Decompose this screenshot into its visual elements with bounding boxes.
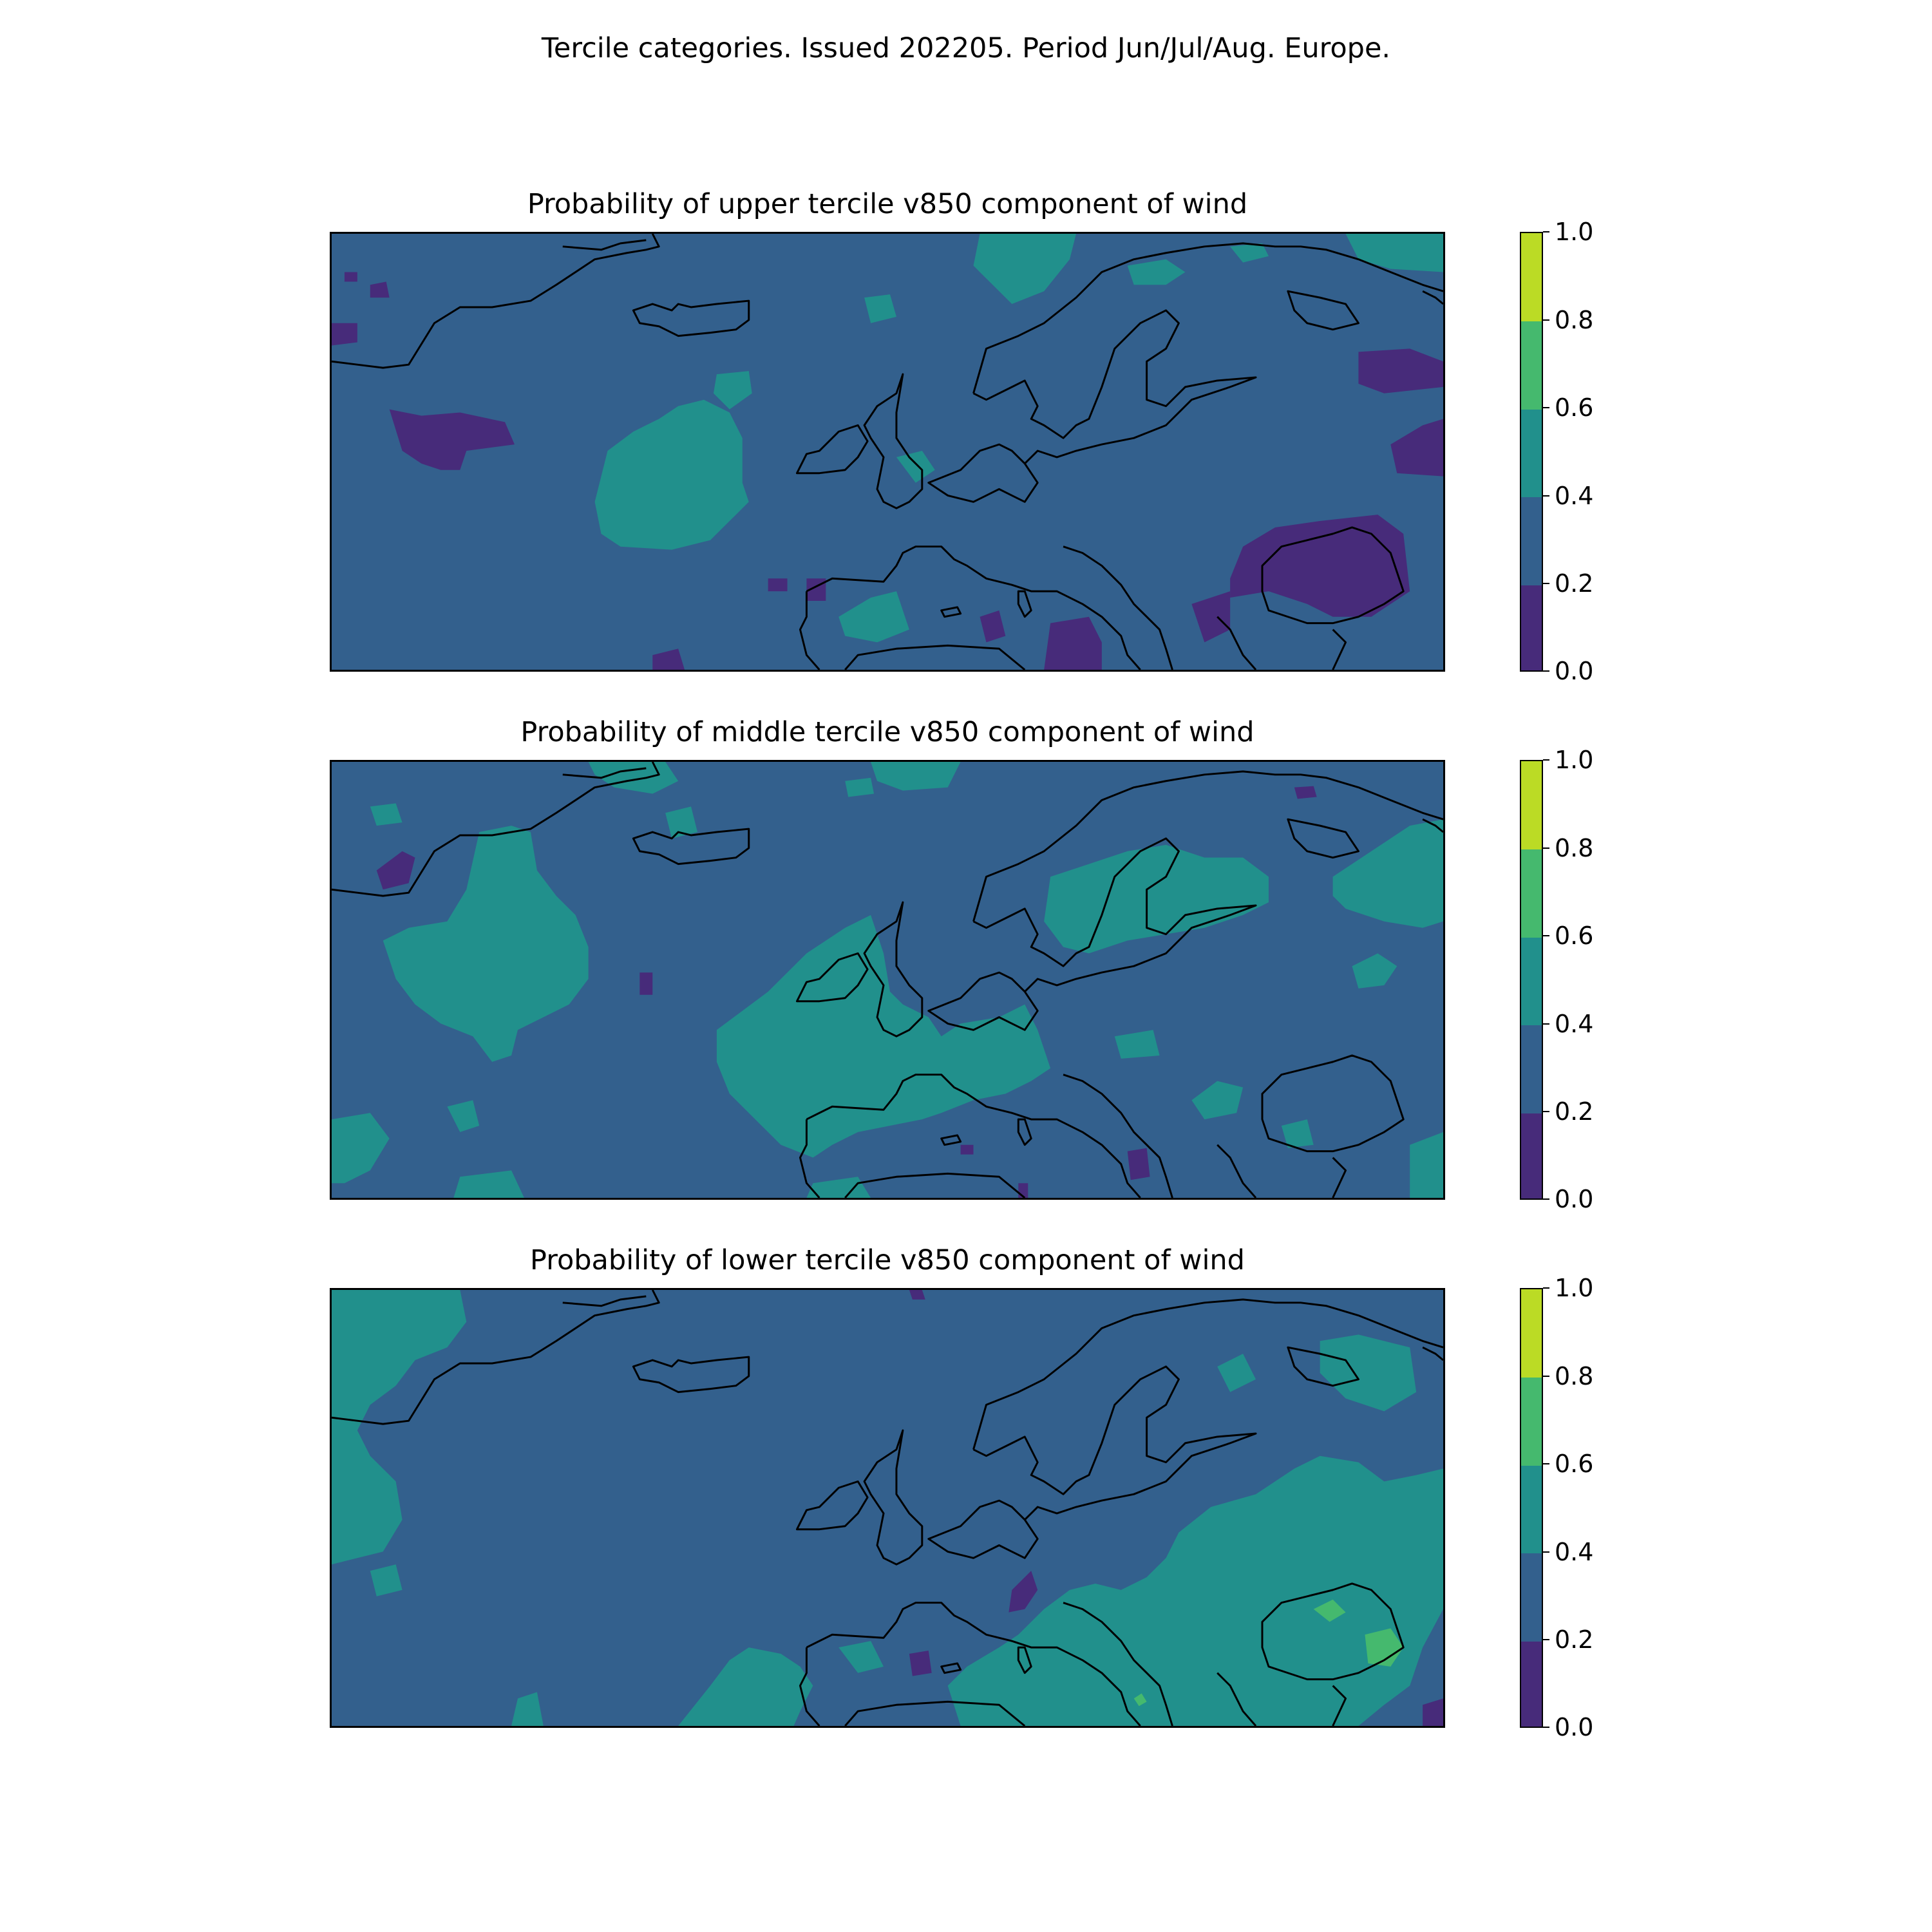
- colorbar-tick-label: 1.0: [1555, 1274, 1594, 1302]
- colorbar-tick-label: 0.4: [1555, 1538, 1594, 1566]
- colorbar-middle: [1520, 760, 1543, 1200]
- colorbar-middle-seg-0.0-0.2: [1521, 1113, 1542, 1200]
- panel-title-middle: Probability of middle tercile v850 component of wind: [520, 716, 1255, 748]
- colorbar-tick-label: 0.8: [1555, 306, 1594, 334]
- colorbar-tick-label: 0.8: [1555, 834, 1594, 862]
- map-middle: [330, 760, 1445, 1200]
- colorbar-tick-label: 0.6: [1555, 1450, 1594, 1478]
- colorbar-middle-ticks: [1543, 746, 1633, 1213]
- colorbar-upper-seg-0.0-0.2: [1521, 585, 1542, 672]
- colorbar-lower: [1520, 1288, 1543, 1728]
- colorbar-tick-label: 0.0: [1555, 1713, 1594, 1741]
- colorbar-tick-label: 0.0: [1555, 1185, 1594, 1213]
- map-lower-canvas: [332, 1290, 1443, 1726]
- colorbar-lower-seg-0.6-0.8: [1521, 1378, 1542, 1466]
- colorbar-upper-seg-0.4-0.6: [1521, 410, 1542, 497]
- colorbar-lower-seg-0.4-0.6: [1521, 1466, 1542, 1553]
- panel-title-lower: Probability of lower tercile v850 component of wind: [530, 1244, 1245, 1276]
- colorbar-lower-ticks: [1543, 1274, 1633, 1741]
- figure-suptitle: Tercile categories. Issued 202205. Period Jun/Jul/Aug. Europe.: [541, 32, 1391, 64]
- colorbar-upper-ticks: [1543, 218, 1633, 685]
- colorbar-lower-seg-0.2-0.4: [1521, 1553, 1542, 1642]
- colorbar-upper: [1520, 232, 1543, 672]
- colorbar-tick-label: 0.6: [1555, 922, 1594, 950]
- colorbar-middle-seg-0.4-0.6: [1521, 938, 1542, 1025]
- map-upper-canvas: [332, 234, 1443, 670]
- colorbar-tick-label: 0.4: [1555, 482, 1594, 510]
- colorbar-middle-seg-0.2-0.4: [1521, 1025, 1542, 1113]
- colorbar-tick-label: 0.8: [1555, 1362, 1594, 1390]
- colorbar-upper-seg-0.2-0.4: [1521, 497, 1542, 585]
- map-lower: [330, 1288, 1445, 1728]
- colorbar-tick-label: 0.0: [1555, 657, 1594, 685]
- panel-title-upper: Probability of upper tercile v850 component of wind: [527, 188, 1248, 220]
- colorbar-tick-label: 0.2: [1555, 1625, 1594, 1654]
- colorbar-tick-label: 0.6: [1555, 393, 1594, 422]
- colorbar-tick-label: 0.4: [1555, 1010, 1594, 1038]
- colorbar-lower-seg-0.8-1.0: [1521, 1289, 1542, 1378]
- lower-regions-0.4-0.6: [332, 1290, 1443, 1726]
- map-upper: [330, 232, 1445, 672]
- colorbar-upper-seg-0.6-0.8: [1521, 321, 1542, 410]
- colorbar-tick-label: 1.0: [1555, 218, 1594, 246]
- colorbar-lower-seg-0.0-0.2: [1521, 1642, 1542, 1728]
- colorbar-middle-seg-0.6-0.8: [1521, 849, 1542, 938]
- map-middle-canvas: [332, 762, 1443, 1198]
- colorbar-upper-seg-0.8-1.0: [1521, 233, 1542, 321]
- colorbar-tick-label: 0.2: [1555, 1097, 1594, 1126]
- colorbar-middle-seg-0.8-1.0: [1521, 761, 1542, 849]
- middle-regions-0.4-0.6: [332, 762, 1443, 1198]
- colorbar-tick-label: 1.0: [1555, 746, 1594, 774]
- colorbar-tick-label: 0.2: [1555, 569, 1594, 598]
